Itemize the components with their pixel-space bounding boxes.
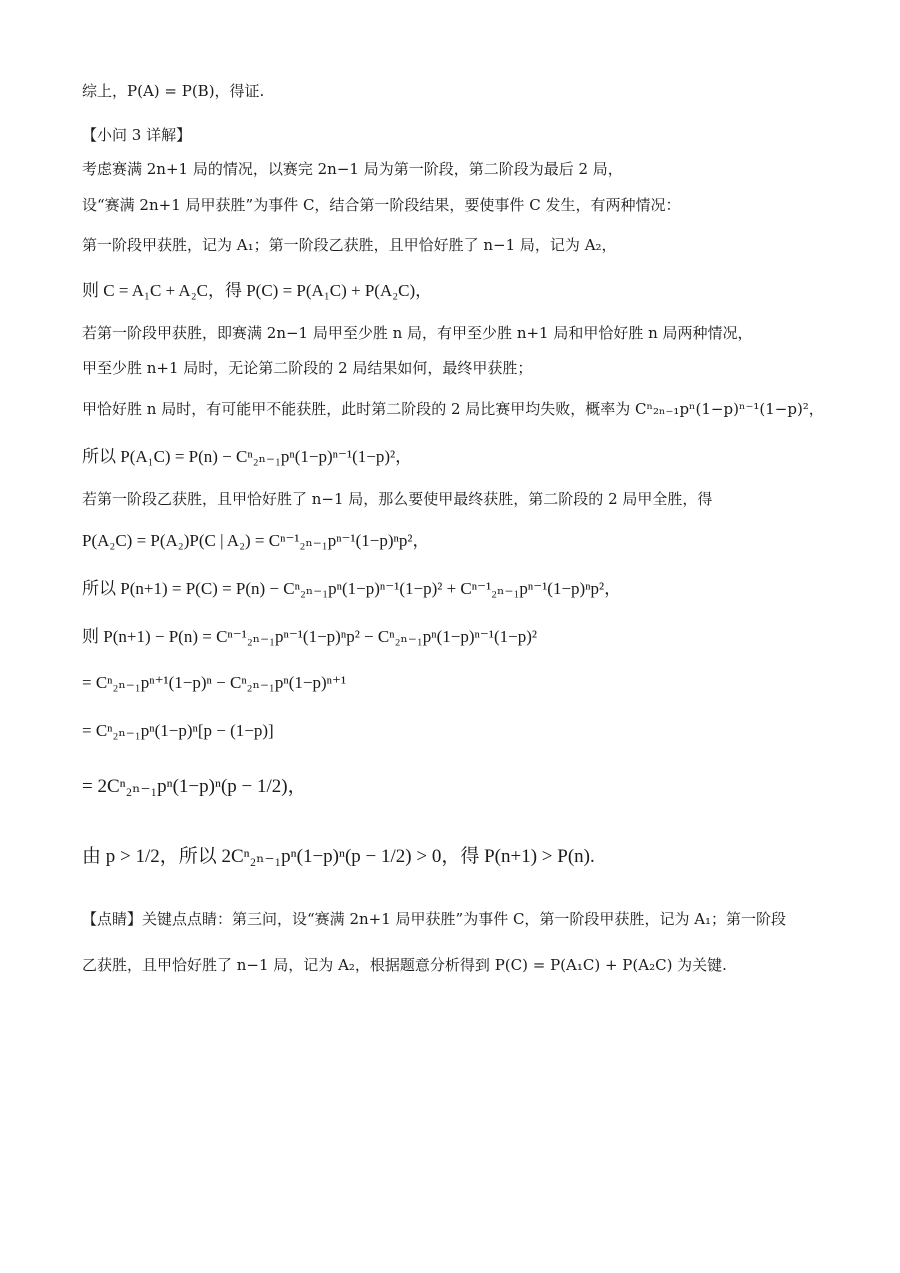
equation-line: = Cⁿ₂ₙ₋₁pⁿ(1−p)ⁿ[p − (1−p)] (82, 721, 274, 740)
key-point-line: 乙获胜，且甲恰好胜了 n−1 局，记为 A₂，根据题意分析得到 P(C) = P(A₁C) + P(A₂C) 为关键. (82, 956, 727, 974)
equation-line: 则 P(n+1) − P(n) = Cⁿ⁻¹₂ₙ₋₁pⁿ⁻¹(1−p)ⁿp² − Cⁿ₂ₙ₋₁pⁿ(1−p)ⁿ⁻¹(1−p)² (82, 627, 537, 646)
text-line: 设“赛满 2n+1 局甲获胜”为事件 C，结合第一阶段结果，要使事件 C 发生，有两种情况： (82, 196, 681, 214)
equation-line: = Cⁿ₂ₙ₋₁pⁿ⁺¹(1−p)ⁿ − Cⁿ₂ₙ₋₁pⁿ(1−p)ⁿ⁺¹ (82, 673, 347, 692)
text-line: 若第一阶段甲获胜，即赛满 2n−1 局甲至少胜 n 局，有甲至少胜 n+1 局和甲恰好胜 n 局两种情况， (82, 324, 753, 342)
text-line: 考虑赛满 2n+1 局的情况，以赛完 2n−1 局为第一阶段，第二阶段为最后 2 局， (82, 160, 623, 178)
equation-line: 所以 P(n+1) = P(C) = P(n) − Cⁿ₂ₙ₋₁pⁿ(1−p)ⁿ⁻¹(1−p)² + Cⁿ⁻¹₂ₙ₋₁pⁿ⁻¹(1−p)ⁿp²， (82, 579, 622, 598)
text-line: 若第一阶段乙获胜，且甲恰好胜了 n−1 局，那么要使甲最终获胜，第二阶段的 2 局甲全胜，得 (82, 490, 713, 508)
text-line: 第一阶段甲获胜，记为 A₁；第一阶段乙获胜，且甲恰好胜了 n−1 局，记为 A₂， (82, 236, 617, 254)
equation-line: P(A₂C) = P(A₂)P(C | A₂) = Cⁿ⁻¹₂ₙ₋₁pⁿ⁻¹(1−p)ⁿp²， (82, 531, 430, 550)
conclusion-line: 综上，P(A) = P(B)，得证. (82, 82, 265, 100)
text-line: 甲至少胜 n+1 局时，无论第二阶段的 2 局结果如何，最终甲获胜； (82, 359, 533, 377)
key-point-line: 【点睛】关键点点睛：第三问，设“赛满 2n+1 局甲获胜”为事件 C，第一阶段甲获胜，记为 A₁；第一阶段 (82, 910, 787, 928)
equation-line: 则 C = A₁C + A₂C，得 P(C) = P(A₁C) + P(A₂C)， (82, 281, 433, 300)
text-line: 甲恰好胜 n 局时，有可能甲不能获胜，此时第二阶段的 2 局比赛甲均失败，概率为 Cⁿ₂ₙ₋₁pⁿ(1−p)ⁿ⁻¹(1−p)²， (82, 400, 824, 418)
equation-line: = 2Cⁿ₂ₙ₋₁pⁿ(1−p)ⁿ(p − 1/2)， (82, 776, 307, 797)
section-heading: 【小问 3 详解】 (82, 126, 192, 144)
equation-line: 由 p > 1/2，所以 2Cⁿ₂ₙ₋₁pⁿ(1−p)ⁿ(p − 1/2) > 0，得 P(n+1) > P(n). (82, 846, 595, 867)
equation-line: 所以 P(A₁C) = P(n) − Cⁿ₂ₙ₋₁pⁿ(1−p)ⁿ⁻¹(1−p)²， (82, 447, 413, 466)
